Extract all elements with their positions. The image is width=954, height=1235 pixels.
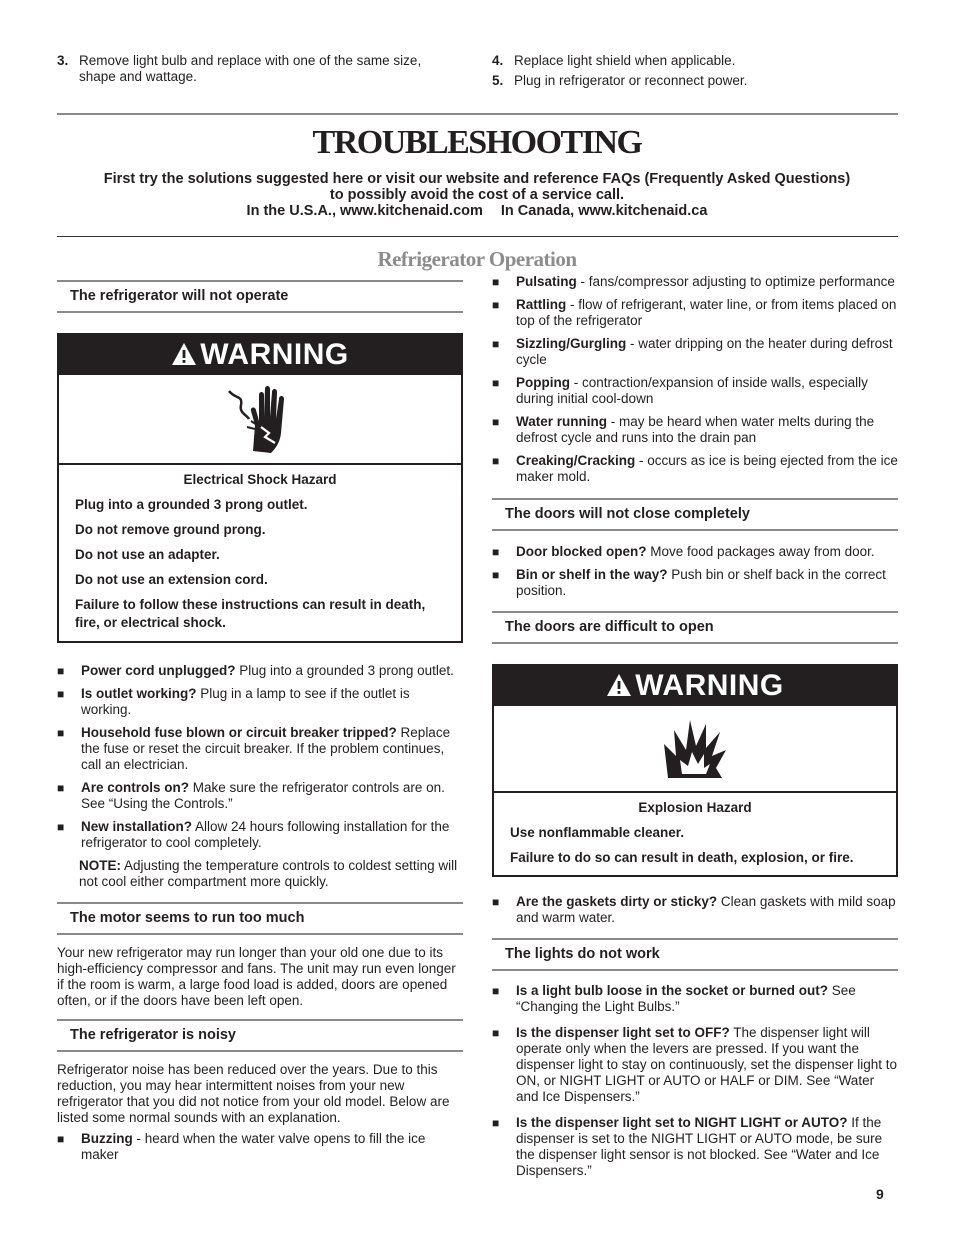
subhead-doors-open: The doors are difficult to open [492, 611, 898, 644]
top-divider [57, 113, 898, 115]
top-steps-right [492, 53, 892, 89]
subhead-noisy: The refrigerator is noisy [57, 1019, 463, 1052]
warning-header: WARNING [59, 335, 461, 375]
subhead-not-operate: The refrigerator will not operate [57, 280, 463, 313]
page-number: 9 [876, 1186, 884, 1202]
noisy-paragraph: Refrigerator noise has been reduced over the years. Due to this reduction, you may hear intermittent noises from your new refrigerator that you did not notice from your old model. Below are listed some normal sounds with an explanation. [57, 1062, 450, 1125]
list-item: ■ Household fuse blown or circuit breaker tripped? Replace the fuse or reset the circuit breaker. If the problem continues, call an electrician. [57, 725, 463, 773]
electrical-shock-hand-icon [59, 375, 461, 465]
list-item: ■ Are the gaskets dirty or sticky? Clean gaskets with mild soap and warm water. [492, 894, 898, 926]
list-item: ■ Rattling - flow of refrigerant, water line, or from items placed on top of the refrigerator [492, 297, 898, 329]
list-item: ■ Is the dispenser light set to OFF? The dispenser light will operate only when the levers are pressed. If you want the dispenser light to stay on continuously, set the dispenser light to ON, or NIGHT LIGHT or AUTO or HALF or DIM. See “Water and Ice Dispensers.” [492, 1025, 898, 1105]
warning-triangle-icon [606, 668, 632, 708]
subhead-motor: The motor seems to run too much [57, 902, 463, 935]
list-item: ■ Power cord unplugged? Plug into a grounded 3 prong outlet. [57, 663, 463, 679]
subhead-doors-close: The doors will not close completely [492, 498, 898, 531]
warning-box-electrical [57, 333, 463, 643]
list-item: ■ Pulsating - fans/compressor adjusting to optimize performance [492, 274, 898, 290]
warning-text-electrical: Electrical Shock Hazard Plug into a grounded 3 prong outlet. Do not remove ground prong. Do not use an adapter. Do not use an extension cord. Failure to follow these instructions can result in death, fire, or electrical shock. [59, 465, 461, 638]
explosion-icon [494, 706, 896, 793]
warning-triangle-icon [171, 337, 197, 377]
section-title: Refrigerator Operation [377, 247, 577, 271]
motor-paragraph: Your new refrigerator may run longer than your old one due to its high-efficiency compressor and fans. The unit may run even longer if the room is warm, a large food load is added, doors are opened often, or if the doors have been left open. [57, 945, 456, 1008]
left-column [57, 280, 463, 1170]
list-item: ■ Are controls on? Make sure the refrigerator controls are on. See “Using the Controls.” [57, 780, 463, 812]
page-title: TROUBLESHOOTING [312, 124, 642, 161]
intro-text: First try the solutions suggested here or visit our website and reference FAQs (Frequently Asked Questions) to possibly avoid the cost of a service call. In the U.S.A., www.kitchenaid.com In Canada, www.kitchenaid.ca [103, 171, 851, 219]
list-item: ■ Is outlet working? Plug in a lamp to see if the outlet is working. [57, 686, 463, 718]
note-text: NOTE: Adjusting the temperature controls to coldest setting will not cool either compartment more quickly. [79, 858, 458, 889]
list-item: ■ Creaking/Cracking - occurs as ice is being ejected from the ice maker mold. [492, 453, 898, 485]
warning-box-explosion [492, 664, 898, 877]
canada-website: In Canada, www.kitchenaid.ca [500, 203, 708, 219]
list-item: ■ Water running - may be heard when water melts during the defrost cycle and runs into the drain pan [492, 414, 898, 446]
step-5: 5. Plug in refrigerator or reconnect power. [492, 73, 748, 88]
warning-text-explosion: Explosion Hazard Use nonflammable cleaner. Failure to do so can result in death, explosion, or fire. [494, 793, 896, 873]
us-website: In the U.S.A., www.kitchenaid.com [246, 203, 483, 219]
list-item: ■ Is the dispenser light set to NIGHT LIGHT or AUTO? If the dispenser is set to the NIGHT LIGHT or AUTO mode, be sure the dispenser light sensor is not blocked. See “Water and Ice Dispensers.” [492, 1115, 898, 1179]
section-divider [57, 236, 898, 237]
right-column [492, 274, 898, 1186]
list-item: ■ Door blocked open? Move food packages away from door. [492, 544, 898, 560]
list-item: ■ Bin or shelf in the way? Push bin or shelf back in the correct position. [492, 567, 898, 599]
list-item: ■ Buzzing - heard when the water valve opens to fill the ice maker [57, 1131, 463, 1163]
step-4: 4. Replace light shield when applicable. [492, 53, 736, 68]
list-item: ■ Sizzling/Gurgling - water dripping on the heater during defrost cycle [492, 336, 898, 368]
list-item: ■ New installation? Allow 24 hours following installation for the refrigerator to cool completely. [57, 819, 463, 851]
top-steps-left [57, 53, 457, 85]
warning-header: WARNING [494, 666, 896, 706]
list-item: ■ Popping - contraction/expansion of inside walls, especially during initial cool-down [492, 375, 898, 407]
hazard-title: Electrical Shock Hazard [183, 472, 337, 487]
step-3: 3. Remove light bulb and replace with one of the same size, shape and wattage. [57, 53, 422, 84]
subhead-lights: The lights do not work [492, 938, 898, 971]
hazard-title: Explosion Hazard [638, 800, 752, 815]
list-item: ■ Is a light bulb loose in the socket or burned out? See “Changing the Light Bulbs.” [492, 983, 898, 1015]
